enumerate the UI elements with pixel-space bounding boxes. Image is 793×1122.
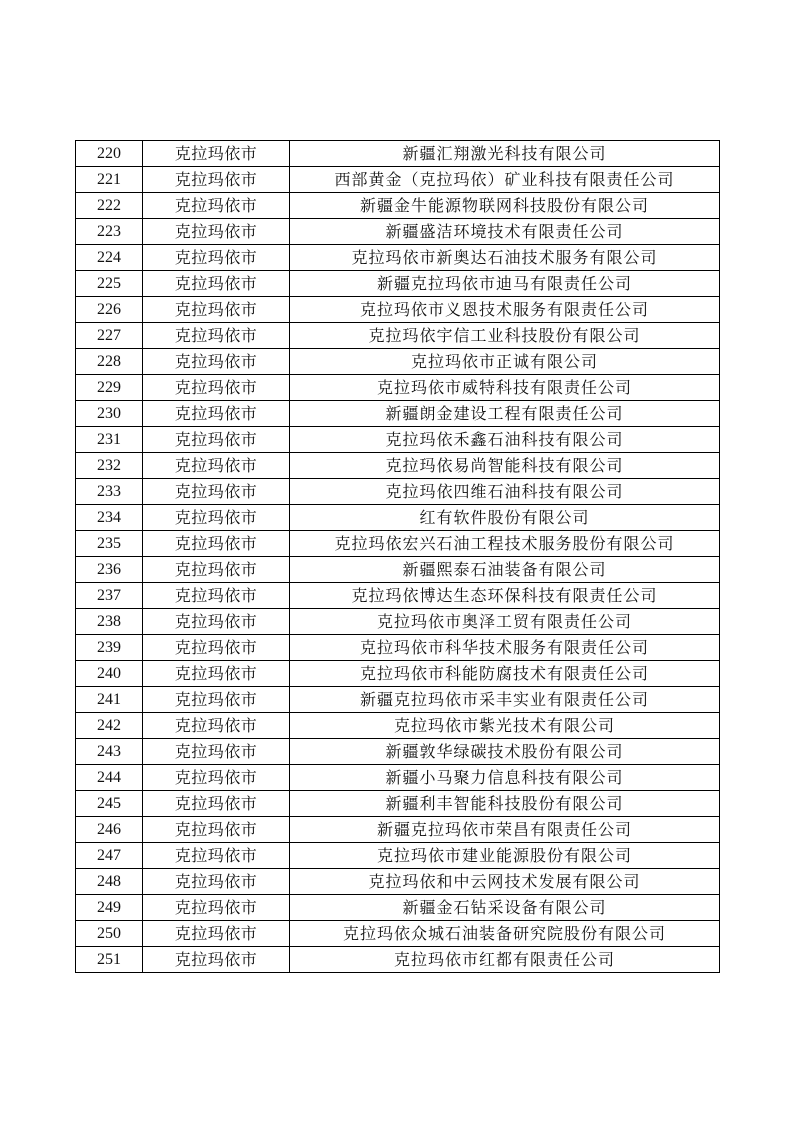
row-number: 237 [76,583,143,609]
city-cell: 克拉玛依市 [143,219,290,245]
company-name-cell: 克拉玛依市科能防腐技术有限责任公司 [290,661,720,687]
city-cell: 克拉玛依市 [143,193,290,219]
row-number: 228 [76,349,143,375]
table-row [76,427,720,453]
row-number: 250 [76,921,143,947]
company-name-cell: 新疆小马聚力信息科技有限公司 [290,765,720,791]
company-name-cell: 克拉玛依四维石油科技有限公司 [290,479,720,505]
city-cell: 克拉玛依市 [143,713,290,739]
city-cell: 克拉玛依市 [143,765,290,791]
city-cell: 克拉玛依市 [143,687,290,713]
row-number: 222 [76,193,143,219]
company-name-cell: 新疆克拉玛依市荣昌有限责任公司 [290,817,720,843]
table-row [76,479,720,505]
table-row [76,531,720,557]
company-name-cell: 克拉玛依宇信工业科技股份有限公司 [290,323,720,349]
row-number: 251 [76,947,143,973]
city-cell: 克拉玛依市 [143,661,290,687]
row-number: 236 [76,557,143,583]
city-cell: 克拉玛依市 [143,401,290,427]
table-row [76,375,720,401]
city-cell: 克拉玛依市 [143,817,290,843]
company-list-table [75,140,720,973]
company-name-cell: 克拉玛依和中云网技术发展有限公司 [290,869,720,895]
city-cell: 克拉玛依市 [143,453,290,479]
company-name-cell: 克拉玛依市义恩技术服务有限责任公司 [290,297,720,323]
city-cell: 克拉玛依市 [143,895,290,921]
company-name-cell: 新疆金牛能源物联网科技股份有限公司 [290,193,720,219]
city-cell: 克拉玛依市 [143,141,290,167]
row-number: 239 [76,635,143,661]
city-cell: 克拉玛依市 [143,583,290,609]
city-cell: 克拉玛依市 [143,479,290,505]
row-number: 223 [76,219,143,245]
company-name-cell: 克拉玛依市奥泽工贸有限责任公司 [290,609,720,635]
company-name-cell: 新疆克拉玛依市采丰实业有限责任公司 [290,687,720,713]
row-number: 225 [76,271,143,297]
company-name-cell: 克拉玛依市威特科技有限责任公司 [290,375,720,401]
row-number: 240 [76,661,143,687]
table-row [76,167,720,193]
table-row [76,661,720,687]
row-number: 233 [76,479,143,505]
table-row [76,219,720,245]
table-row [76,843,720,869]
table-row [76,609,720,635]
row-number: 221 [76,167,143,193]
table-row [76,713,720,739]
city-cell: 克拉玛依市 [143,947,290,973]
company-name-cell: 克拉玛依市正诚有限公司 [290,349,720,375]
city-cell: 克拉玛依市 [143,869,290,895]
city-cell: 克拉玛依市 [143,427,290,453]
row-number: 242 [76,713,143,739]
company-name-cell: 西部黄金（克拉玛依）矿业科技有限责任公司 [290,167,720,193]
table-row [76,323,720,349]
row-number: 248 [76,869,143,895]
table-row [76,739,720,765]
city-cell: 克拉玛依市 [143,739,290,765]
city-cell: 克拉玛依市 [143,271,290,297]
company-name-cell: 克拉玛依市红都有限责任公司 [290,947,720,973]
company-name-cell: 克拉玛依禾鑫石油科技有限公司 [290,427,720,453]
row-number: 245 [76,791,143,817]
city-cell: 克拉玛依市 [143,323,290,349]
company-list-body [76,141,720,973]
table-row [76,947,720,973]
table-row [76,401,720,427]
row-number: 244 [76,765,143,791]
table-row [76,791,720,817]
table-row [76,141,720,167]
table-row [76,453,720,479]
row-number: 227 [76,323,143,349]
row-number: 238 [76,609,143,635]
city-cell: 克拉玛依市 [143,297,290,323]
company-name-cell: 克拉玛依市紫光技术有限公司 [290,713,720,739]
city-cell: 克拉玛依市 [143,505,290,531]
city-cell: 克拉玛依市 [143,843,290,869]
city-cell: 克拉玛依市 [143,349,290,375]
city-cell: 克拉玛依市 [143,167,290,193]
row-number: 229 [76,375,143,401]
row-number: 241 [76,687,143,713]
table-row [76,557,720,583]
row-number: 230 [76,401,143,427]
city-cell: 克拉玛依市 [143,791,290,817]
company-name-cell: 克拉玛依易尚智能科技有限公司 [290,453,720,479]
table-row [76,921,720,947]
company-name-cell: 克拉玛依市建业能源股份有限公司 [290,843,720,869]
company-name-cell: 克拉玛依众城石油装备研究院股份有限公司 [290,921,720,947]
company-name-cell: 新疆盛洁环境技术有限责任公司 [290,219,720,245]
row-number: 235 [76,531,143,557]
city-cell: 克拉玛依市 [143,531,290,557]
city-cell: 克拉玛依市 [143,245,290,271]
row-number: 234 [76,505,143,531]
company-name-cell: 新疆克拉玛依市迪马有限责任公司 [290,271,720,297]
company-name-cell: 新疆熙泰石油装备有限公司 [290,557,720,583]
city-cell: 克拉玛依市 [143,921,290,947]
row-number: 224 [76,245,143,271]
company-name-cell: 新疆敦华绿碳技术股份有限公司 [290,739,720,765]
table-row [76,817,720,843]
city-cell: 克拉玛依市 [143,609,290,635]
company-name-cell: 克拉玛依市新奥达石油技术服务有限公司 [290,245,720,271]
table-row [76,635,720,661]
row-number: 247 [76,843,143,869]
company-name-cell: 新疆利丰智能科技股份有限公司 [290,791,720,817]
company-name-cell: 克拉玛依市科华技术服务有限责任公司 [290,635,720,661]
company-name-cell: 红有软件股份有限公司 [290,505,720,531]
city-cell: 克拉玛依市 [143,557,290,583]
row-number: 226 [76,297,143,323]
table-row [76,895,720,921]
row-number: 231 [76,427,143,453]
city-cell: 克拉玛依市 [143,635,290,661]
row-number: 243 [76,739,143,765]
company-name-cell: 克拉玛依宏兴石油工程技术服务股份有限公司 [290,531,720,557]
company-name-cell: 克拉玛依博达生态环保科技有限责任公司 [290,583,720,609]
table-row [76,687,720,713]
table-row [76,869,720,895]
row-number: 249 [76,895,143,921]
row-number: 220 [76,141,143,167]
company-name-cell: 新疆朗金建设工程有限责任公司 [290,401,720,427]
table-row [76,193,720,219]
city-cell: 克拉玛依市 [143,375,290,401]
table-row [76,271,720,297]
company-name-cell: 新疆金石钻采设备有限公司 [290,895,720,921]
table-row [76,349,720,375]
table-row [76,583,720,609]
table-row [76,505,720,531]
row-number: 246 [76,817,143,843]
table-row [76,245,720,271]
table-row [76,297,720,323]
table-row [76,765,720,791]
company-name-cell: 新疆汇翔激光科技有限公司 [290,141,720,167]
row-number: 232 [76,453,143,479]
